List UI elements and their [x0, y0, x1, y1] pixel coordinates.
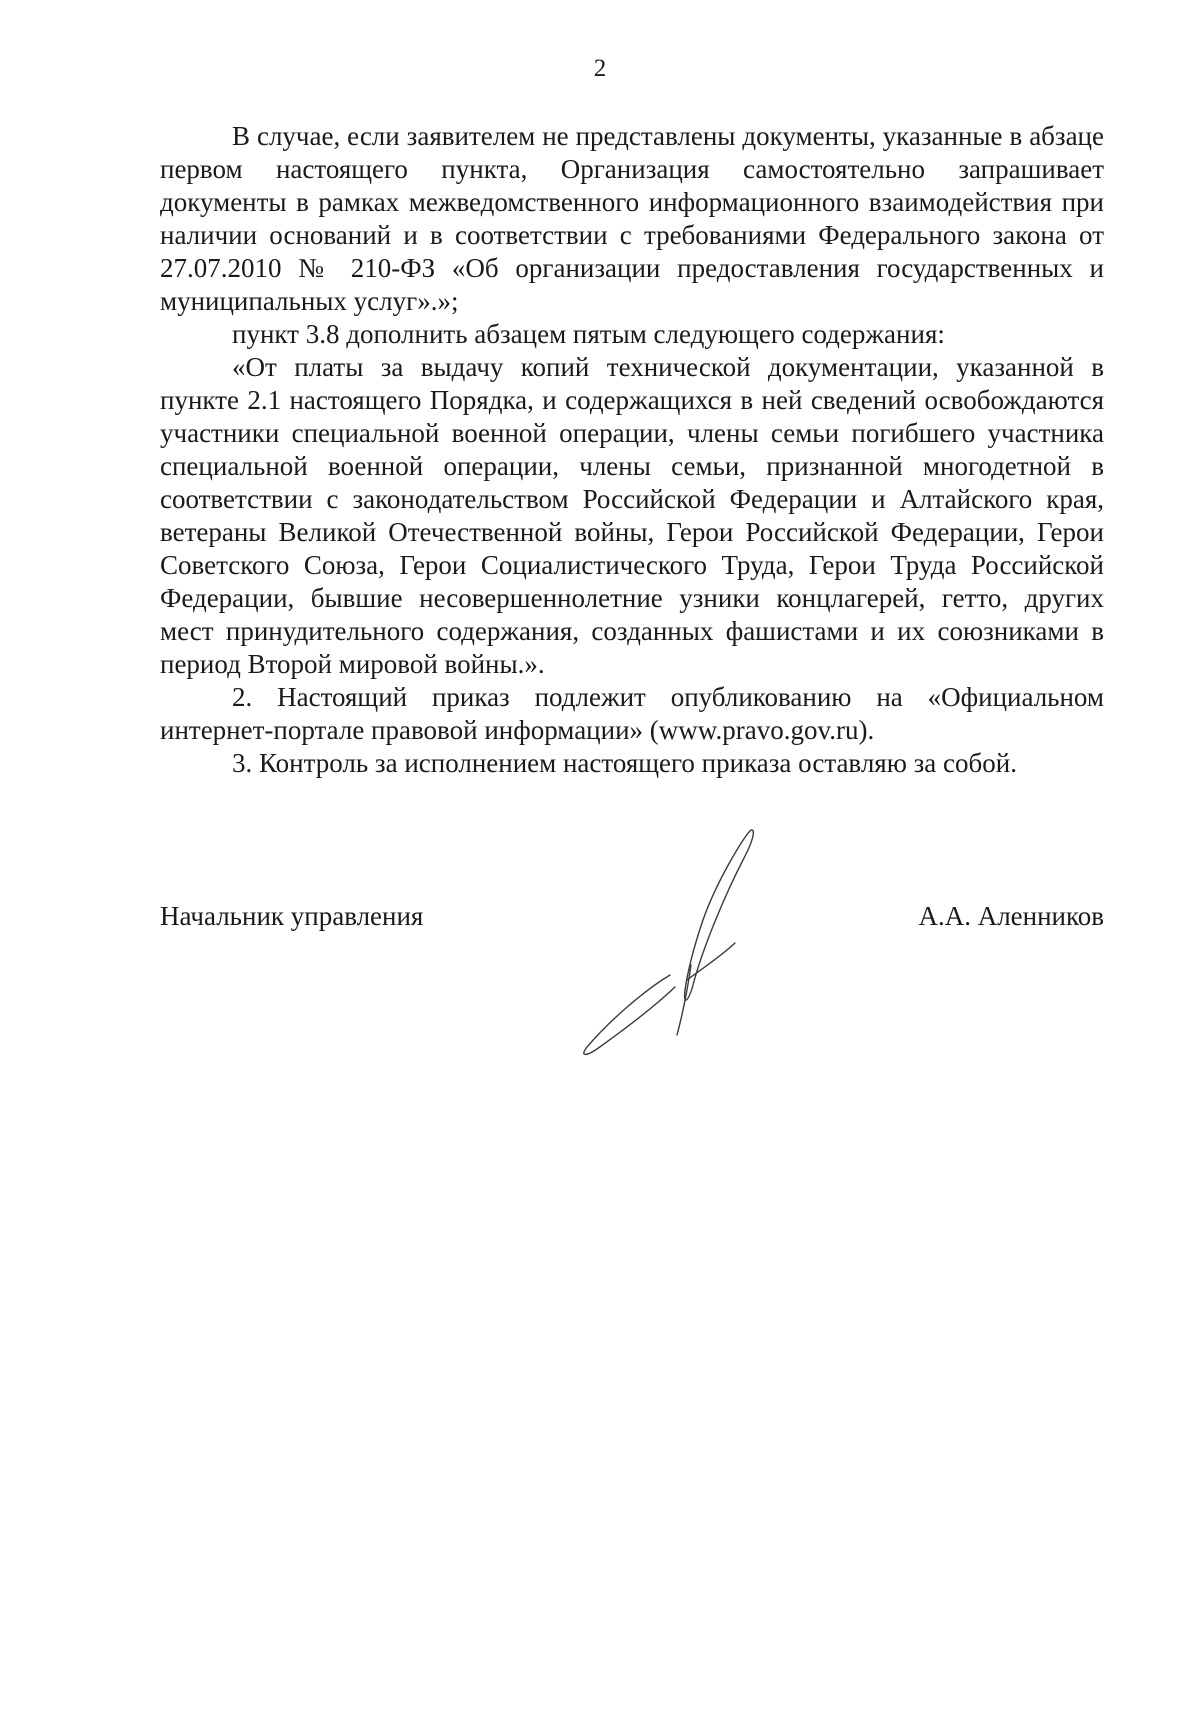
handwritten-signature: [575, 825, 835, 1065]
signature-tail-stroke: [584, 975, 675, 1054]
signatory-position: Начальник управления: [160, 901, 424, 931]
signatory-name: А.А. Аленников: [918, 901, 1104, 931]
document-body: [160, 120, 1104, 780]
paragraph-fee-exemption: «От платы за выдачу копий технической документации, указанной в пункте 2.1 настоящего Порядка, и содержащихся в ней сведений освобождаются участники специальной военной операции, члены семьи погибшего участника специальной военной операции, члены семьи, признанной многодетной в соответствии с законодательством Российской Федерации и Алтайского края, ветераны Великой Отечественной войны, Герои Российской Федерации, Герои Советского Союза, Герои Социалистического Труда, Герои Труда Российской Федерации, бывшие несовершеннолетние узники концлагерей, гетто, других мест принудительного содержания, созданных фашистами и их союзниками в период Второй мировой войны.».: [160, 352, 1104, 679]
paragraph-amendment-intro: пункт 3.8 дополнить абзацем пятым следующего содержания:: [232, 319, 945, 349]
paragraph-documents-request: В случае, если заявителем не представлены документы, указанные в абзаце первом настоящего пункта, Организация самостоятельно запрашивает документы в рамках межведомственного информационного взаимодействия при наличии оснований и в соответствии с требованиями Федерального закона от 27.07.2010 № 210-ФЗ «Об организации предоставления государственных и муниципальных услуг».»;: [160, 121, 1104, 316]
signature-down-stroke: [677, 965, 691, 1035]
paragraph-publication: 2. Настоящий приказ подлежит опубликованию на «Официальном интернет-портале правовой информации» (www.pravo.gov.ru).: [160, 682, 1104, 745]
page-number: 2: [593, 55, 607, 82]
paragraph-control: 3. Контроль за исполнением настоящего приказа оставляю за собой.: [232, 748, 1017, 778]
